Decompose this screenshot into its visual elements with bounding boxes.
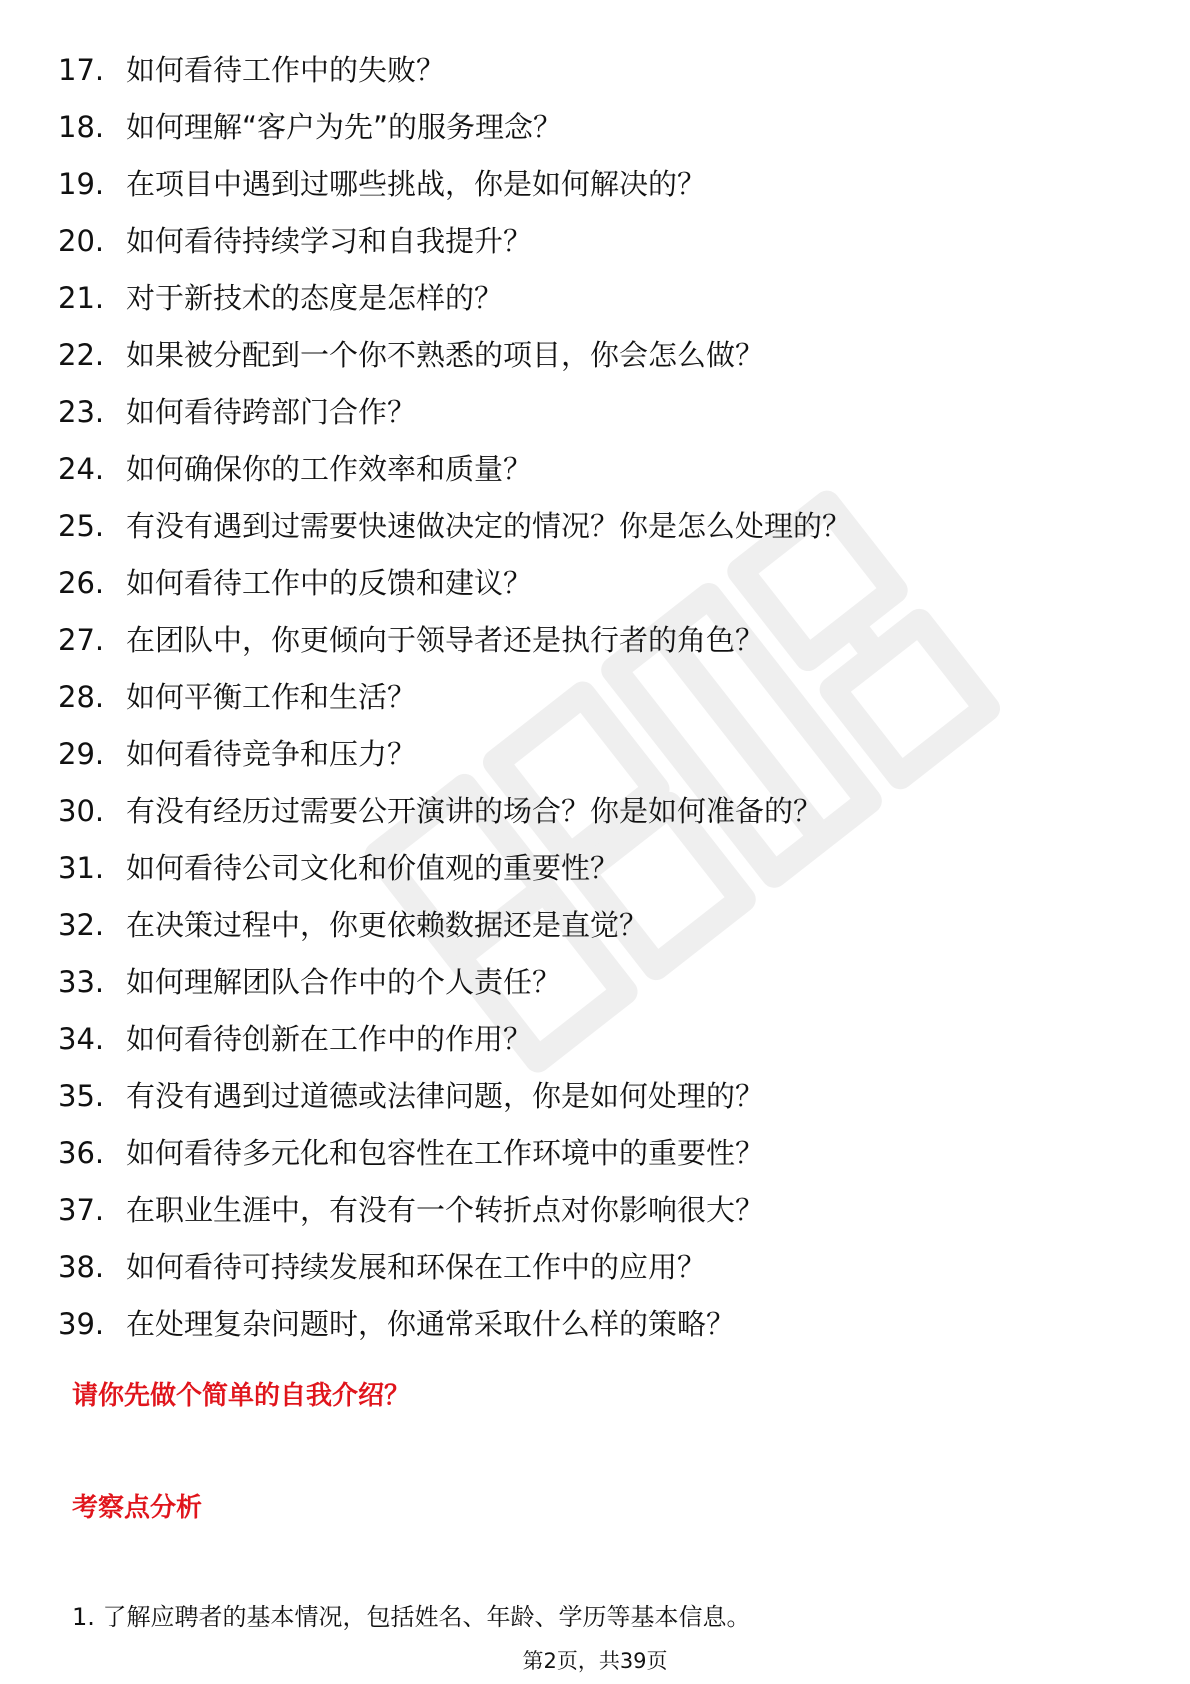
- question-text: 有没有遇到过道德或法律问题，你是如何处理的？: [126, 1079, 765, 1113]
- question-item: [58, 848, 619, 888]
- question-text: 如何看待可持续发展和环保在工作中的应用？: [126, 1250, 707, 1284]
- question-item: [58, 335, 764, 375]
- question-item: [58, 221, 532, 261]
- question-item: [58, 563, 532, 603]
- question-item: [58, 1247, 706, 1287]
- question-text: 在职业生涯中，有没有一个转折点对你影响很大？: [126, 1193, 765, 1227]
- question-item: [58, 905, 648, 945]
- question-item: [58, 1190, 764, 1230]
- question-text: 如何看待持续学习和自我提升？: [126, 224, 533, 258]
- question-number: 17.: [58, 53, 105, 87]
- question-number: 37.: [58, 1193, 105, 1227]
- question-item: [58, 962, 561, 1002]
- question-number: 34.: [58, 1022, 105, 1056]
- question-item: [58, 1076, 764, 1116]
- question-number: 27.: [58, 623, 105, 657]
- question-item: [58, 1019, 532, 1059]
- question-item: [58, 734, 416, 774]
- question-item: [58, 50, 445, 90]
- page-number: 第2页，共39页: [522, 1649, 668, 1673]
- question-text: 有没有遇到过需要快速做决定的情况？你是怎么处理的？: [126, 509, 852, 543]
- question-text: 在决策过程中，你更依赖数据还是直觉？: [126, 908, 649, 942]
- analysis-point: 1. 了解应聘者的基本情况，包括姓名、年龄、学历等基本信息。: [72, 1603, 751, 1631]
- question-item: [58, 392, 416, 432]
- question-item: [58, 1304, 735, 1344]
- question-number: 19.: [58, 167, 105, 201]
- question-item: [58, 449, 532, 489]
- question-number: 26.: [58, 566, 105, 600]
- question-text: 如果被分配到一个你不熟悉的项目，你会怎么做？: [126, 338, 765, 372]
- question-text: 如何理解团队合作中的个人责任？: [126, 965, 562, 999]
- question-text: 如何看待创新在工作中的作用？: [126, 1022, 533, 1056]
- question-text: 如何确保你的工作效率和质量？: [126, 452, 533, 486]
- question-item: [58, 677, 416, 717]
- question-number: 23.: [58, 395, 105, 429]
- question-number: 20.: [58, 224, 105, 258]
- question-number: 22.: [58, 338, 105, 372]
- question-number: 29.: [58, 737, 105, 771]
- question-number: 28.: [58, 680, 105, 714]
- question-number: 31.: [58, 851, 105, 885]
- question-text: 在项目中遇到过哪些挑战，你是如何解决的？: [126, 167, 707, 201]
- question-number: 36.: [58, 1136, 105, 1170]
- question-text: 在团队中，你更倾向于领导者还是执行者的角色？: [126, 623, 765, 657]
- question-text: 如何看待工作中的反馈和建议？: [126, 566, 533, 600]
- question-number: 32.: [58, 908, 105, 942]
- question-text: 在处理复杂问题时，你通常采取什么样的策略？: [126, 1307, 736, 1341]
- question-item: [58, 506, 851, 546]
- question-text: 对于新技术的态度是怎样的？: [126, 281, 504, 315]
- question-text: 如何看待工作中的失败？: [126, 53, 446, 87]
- question-number: 33.: [58, 965, 105, 999]
- question-item: [58, 278, 503, 318]
- question-item: [58, 164, 706, 204]
- analysis-heading: 考察点分析: [72, 1493, 203, 1523]
- question-text: 如何看待竞争和压力？: [126, 737, 417, 771]
- question-number: 25.: [58, 509, 105, 543]
- question-item: [58, 1133, 764, 1173]
- question-number: 39.: [58, 1307, 105, 1341]
- question-text: 如何看待多元化和包容性在工作环境中的重要性？: [126, 1136, 765, 1170]
- question-item: [58, 107, 562, 147]
- question-text: 如何理解“客户为先”的服务理念？: [126, 110, 563, 144]
- question-heading: 请你先做个简单的自我介绍？: [72, 1381, 411, 1411]
- question-number: 18.: [58, 110, 105, 144]
- question-number: 35.: [58, 1079, 105, 1113]
- question-text: 有没有经历过需要公开演讲的场合？你是如何准备的？: [126, 794, 823, 828]
- question-item: [58, 620, 764, 660]
- question-text: 如何看待公司文化和价值观的重要性？: [126, 851, 620, 885]
- question-text: 如何看待跨部门合作？: [126, 395, 417, 429]
- question-item: [58, 791, 822, 831]
- question-number: 38.: [58, 1250, 105, 1284]
- question-number: 24.: [58, 452, 105, 486]
- question-number: 21.: [58, 281, 105, 315]
- question-text: 如何平衡工作和生活？: [126, 680, 417, 714]
- question-number: 30.: [58, 794, 105, 828]
